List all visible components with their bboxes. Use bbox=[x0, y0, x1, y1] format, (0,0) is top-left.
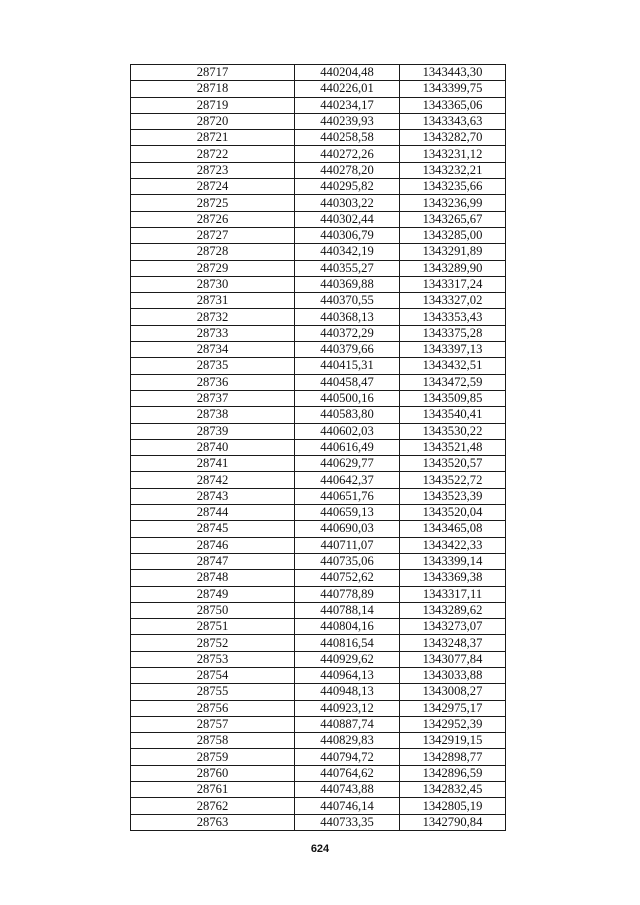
point-number-cell: 28755 bbox=[131, 684, 295, 700]
point-number-cell: 28718 bbox=[131, 81, 295, 97]
table-row bbox=[131, 472, 506, 488]
coordinates-table-body bbox=[131, 65, 506, 831]
x-coordinate-cell: 440239,93 bbox=[295, 113, 400, 129]
x-coordinate-cell: 440743,88 bbox=[295, 782, 400, 798]
point-number-cell: 28734 bbox=[131, 342, 295, 358]
point-number-cell: 28741 bbox=[131, 456, 295, 472]
y-coordinate-cell: 1342896,59 bbox=[400, 765, 506, 781]
point-number-cell: 28735 bbox=[131, 358, 295, 374]
y-coordinate-cell: 1343327,02 bbox=[400, 293, 506, 309]
y-coordinate-cell: 1343289,90 bbox=[400, 260, 506, 276]
point-number-cell: 28725 bbox=[131, 195, 295, 211]
point-number-cell: 28727 bbox=[131, 227, 295, 243]
point-number-cell: 28756 bbox=[131, 700, 295, 716]
x-coordinate-cell: 440659,13 bbox=[295, 505, 400, 521]
x-coordinate-cell: 440306,79 bbox=[295, 227, 400, 243]
y-coordinate-cell: 1343399,14 bbox=[400, 553, 506, 569]
table-row bbox=[131, 130, 506, 146]
table-row bbox=[131, 374, 506, 390]
table-row bbox=[131, 325, 506, 341]
point-number-cell: 28740 bbox=[131, 439, 295, 455]
point-number-cell: 28751 bbox=[131, 619, 295, 635]
point-number-cell: 28745 bbox=[131, 521, 295, 537]
table-row bbox=[131, 309, 506, 325]
point-number-cell: 28761 bbox=[131, 782, 295, 798]
y-coordinate-cell: 1343369,38 bbox=[400, 570, 506, 586]
table-row bbox=[131, 570, 506, 586]
table-row bbox=[131, 456, 506, 472]
y-coordinate-cell: 1343291,89 bbox=[400, 244, 506, 260]
point-number-cell: 28720 bbox=[131, 113, 295, 129]
x-coordinate-cell: 440733,35 bbox=[295, 814, 400, 830]
x-coordinate-cell: 440629,77 bbox=[295, 456, 400, 472]
table-row bbox=[131, 700, 506, 716]
point-number-cell: 28750 bbox=[131, 602, 295, 618]
x-coordinate-cell: 440226,01 bbox=[295, 81, 400, 97]
table-row bbox=[131, 586, 506, 602]
table-row bbox=[131, 684, 506, 700]
table-row bbox=[131, 407, 506, 423]
x-coordinate-cell: 440948,13 bbox=[295, 684, 400, 700]
table-row bbox=[131, 227, 506, 243]
point-number-cell: 28762 bbox=[131, 798, 295, 814]
y-coordinate-cell: 1343282,70 bbox=[400, 130, 506, 146]
point-number-cell: 28757 bbox=[131, 716, 295, 732]
point-number-cell: 28721 bbox=[131, 130, 295, 146]
y-coordinate-cell: 1343432,51 bbox=[400, 358, 506, 374]
coordinates-table bbox=[130, 64, 506, 831]
point-number-cell: 28724 bbox=[131, 179, 295, 195]
x-coordinate-cell: 440778,89 bbox=[295, 586, 400, 602]
table-row bbox=[131, 65, 506, 81]
x-coordinate-cell: 440415,31 bbox=[295, 358, 400, 374]
point-number-cell: 28743 bbox=[131, 488, 295, 504]
table-row bbox=[131, 733, 506, 749]
point-number-cell: 28748 bbox=[131, 570, 295, 586]
point-number-cell: 28738 bbox=[131, 407, 295, 423]
y-coordinate-cell: 1343265,67 bbox=[400, 211, 506, 227]
y-coordinate-cell: 1342952,39 bbox=[400, 716, 506, 732]
y-coordinate-cell: 1343033,88 bbox=[400, 667, 506, 683]
y-coordinate-cell: 1343285,00 bbox=[400, 227, 506, 243]
point-number-cell: 28749 bbox=[131, 586, 295, 602]
x-coordinate-cell: 440342,19 bbox=[295, 244, 400, 260]
y-coordinate-cell: 1343289,62 bbox=[400, 602, 506, 618]
y-coordinate-cell: 1343523,39 bbox=[400, 488, 506, 504]
y-coordinate-cell: 1343273,07 bbox=[400, 619, 506, 635]
x-coordinate-cell: 440302,44 bbox=[295, 211, 400, 227]
y-coordinate-cell: 1343317,24 bbox=[400, 276, 506, 292]
x-coordinate-cell: 440258,58 bbox=[295, 130, 400, 146]
table-row bbox=[131, 195, 506, 211]
x-coordinate-cell: 440746,14 bbox=[295, 798, 400, 814]
point-number-cell: 28747 bbox=[131, 553, 295, 569]
y-coordinate-cell: 1343231,12 bbox=[400, 146, 506, 162]
x-coordinate-cell: 440788,14 bbox=[295, 602, 400, 618]
y-coordinate-cell: 1343236,99 bbox=[400, 195, 506, 211]
table-row bbox=[131, 358, 506, 374]
table-row bbox=[131, 81, 506, 97]
y-coordinate-cell: 1343397,13 bbox=[400, 342, 506, 358]
point-number-cell: 28744 bbox=[131, 505, 295, 521]
table-row bbox=[131, 798, 506, 814]
table-row bbox=[131, 782, 506, 798]
point-number-cell: 28752 bbox=[131, 635, 295, 651]
point-number-cell: 28719 bbox=[131, 97, 295, 113]
point-number-cell: 28746 bbox=[131, 537, 295, 553]
table-row bbox=[131, 423, 506, 439]
point-number-cell: 28753 bbox=[131, 651, 295, 667]
x-coordinate-cell: 440964,13 bbox=[295, 667, 400, 683]
point-number-cell: 28726 bbox=[131, 211, 295, 227]
table-row bbox=[131, 97, 506, 113]
y-coordinate-cell: 1343522,72 bbox=[400, 472, 506, 488]
y-coordinate-cell: 1343422,33 bbox=[400, 537, 506, 553]
y-coordinate-cell: 1343520,57 bbox=[400, 456, 506, 472]
x-coordinate-cell: 440372,29 bbox=[295, 325, 400, 341]
x-coordinate-cell: 440735,06 bbox=[295, 553, 400, 569]
table-row bbox=[131, 342, 506, 358]
table-row bbox=[131, 667, 506, 683]
table-row bbox=[131, 716, 506, 732]
table-row bbox=[131, 651, 506, 667]
table-row bbox=[131, 488, 506, 504]
x-coordinate-cell: 440368,13 bbox=[295, 309, 400, 325]
y-coordinate-cell: 1343248,37 bbox=[400, 635, 506, 651]
y-coordinate-cell: 1343399,75 bbox=[400, 81, 506, 97]
x-coordinate-cell: 440204,48 bbox=[295, 65, 400, 81]
x-coordinate-cell: 440602,03 bbox=[295, 423, 400, 439]
x-coordinate-cell: 440651,76 bbox=[295, 488, 400, 504]
table-row bbox=[131, 276, 506, 292]
x-coordinate-cell: 440804,16 bbox=[295, 619, 400, 635]
y-coordinate-cell: 1343353,43 bbox=[400, 309, 506, 325]
table-row bbox=[131, 537, 506, 553]
x-coordinate-cell: 440794,72 bbox=[295, 749, 400, 765]
table-row bbox=[131, 146, 506, 162]
x-coordinate-cell: 440234,17 bbox=[295, 97, 400, 113]
table-row bbox=[131, 602, 506, 618]
y-coordinate-cell: 1343520,04 bbox=[400, 505, 506, 521]
y-coordinate-cell: 1343465,08 bbox=[400, 521, 506, 537]
x-coordinate-cell: 440829,83 bbox=[295, 733, 400, 749]
point-number-cell: 28763 bbox=[131, 814, 295, 830]
table-row bbox=[131, 260, 506, 276]
y-coordinate-cell: 1342898,77 bbox=[400, 749, 506, 765]
x-coordinate-cell: 440642,37 bbox=[295, 472, 400, 488]
y-coordinate-cell: 1343343,63 bbox=[400, 113, 506, 129]
x-coordinate-cell: 440923,12 bbox=[295, 700, 400, 716]
point-number-cell: 28759 bbox=[131, 749, 295, 765]
point-number-cell: 28722 bbox=[131, 146, 295, 162]
y-coordinate-cell: 1342975,17 bbox=[400, 700, 506, 716]
table-row bbox=[131, 439, 506, 455]
table-row bbox=[131, 553, 506, 569]
x-coordinate-cell: 440295,82 bbox=[295, 179, 400, 195]
point-number-cell: 28732 bbox=[131, 309, 295, 325]
x-coordinate-cell: 440272,26 bbox=[295, 146, 400, 162]
point-number-cell: 28731 bbox=[131, 293, 295, 309]
y-coordinate-cell: 1342790,84 bbox=[400, 814, 506, 830]
table-row bbox=[131, 505, 506, 521]
table-row bbox=[131, 179, 506, 195]
y-coordinate-cell: 1342805,19 bbox=[400, 798, 506, 814]
y-coordinate-cell: 1343530,22 bbox=[400, 423, 506, 439]
y-coordinate-cell: 1343317,11 bbox=[400, 586, 506, 602]
y-coordinate-cell: 1343443,30 bbox=[400, 65, 506, 81]
point-number-cell: 28742 bbox=[131, 472, 295, 488]
point-number-cell: 28729 bbox=[131, 260, 295, 276]
table-row bbox=[131, 293, 506, 309]
page-number: 624 bbox=[310, 843, 330, 855]
y-coordinate-cell: 1343365,06 bbox=[400, 97, 506, 113]
y-coordinate-cell: 1343540,41 bbox=[400, 407, 506, 423]
table-row bbox=[131, 162, 506, 178]
y-coordinate-cell: 1343077,84 bbox=[400, 651, 506, 667]
table-row bbox=[131, 244, 506, 260]
table-row bbox=[131, 619, 506, 635]
table-row bbox=[131, 765, 506, 781]
y-coordinate-cell: 1343232,21 bbox=[400, 162, 506, 178]
y-coordinate-cell: 1343509,85 bbox=[400, 390, 506, 406]
y-coordinate-cell: 1343472,59 bbox=[400, 374, 506, 390]
point-number-cell: 28736 bbox=[131, 374, 295, 390]
point-number-cell: 28730 bbox=[131, 276, 295, 292]
y-coordinate-cell: 1343375,28 bbox=[400, 325, 506, 341]
y-coordinate-cell: 1342919,15 bbox=[400, 733, 506, 749]
point-number-cell: 28760 bbox=[131, 765, 295, 781]
table-row bbox=[131, 113, 506, 129]
x-coordinate-cell: 440500,16 bbox=[295, 390, 400, 406]
point-number-cell: 28717 bbox=[131, 65, 295, 81]
table-row bbox=[131, 211, 506, 227]
table-row bbox=[131, 749, 506, 765]
x-coordinate-cell: 440764,62 bbox=[295, 765, 400, 781]
x-coordinate-cell: 440369,88 bbox=[295, 276, 400, 292]
x-coordinate-cell: 440370,55 bbox=[295, 293, 400, 309]
x-coordinate-cell: 440616,49 bbox=[295, 439, 400, 455]
x-coordinate-cell: 440887,74 bbox=[295, 716, 400, 732]
x-coordinate-cell: 440711,07 bbox=[295, 537, 400, 553]
y-coordinate-cell: 1343235,66 bbox=[400, 179, 506, 195]
x-coordinate-cell: 440929,62 bbox=[295, 651, 400, 667]
y-coordinate-cell: 1343521,48 bbox=[400, 439, 506, 455]
y-coordinate-cell: 1342832,45 bbox=[400, 782, 506, 798]
point-number-cell: 28739 bbox=[131, 423, 295, 439]
x-coordinate-cell: 440278,20 bbox=[295, 162, 400, 178]
point-number-cell: 28737 bbox=[131, 390, 295, 406]
point-number-cell: 28754 bbox=[131, 667, 295, 683]
point-number-cell: 28758 bbox=[131, 733, 295, 749]
x-coordinate-cell: 440458,47 bbox=[295, 374, 400, 390]
x-coordinate-cell: 440379,66 bbox=[295, 342, 400, 358]
x-coordinate-cell: 440303,22 bbox=[295, 195, 400, 211]
x-coordinate-cell: 440355,27 bbox=[295, 260, 400, 276]
table-row bbox=[131, 814, 506, 830]
x-coordinate-cell: 440583,80 bbox=[295, 407, 400, 423]
x-coordinate-cell: 440752,62 bbox=[295, 570, 400, 586]
table-row bbox=[131, 521, 506, 537]
x-coordinate-cell: 440690,03 bbox=[295, 521, 400, 537]
x-coordinate-cell: 440816,54 bbox=[295, 635, 400, 651]
point-number-cell: 28733 bbox=[131, 325, 295, 341]
table-row bbox=[131, 390, 506, 406]
table-row bbox=[131, 635, 506, 651]
point-number-cell: 28728 bbox=[131, 244, 295, 260]
point-number-cell: 28723 bbox=[131, 162, 295, 178]
y-coordinate-cell: 1343008,27 bbox=[400, 684, 506, 700]
